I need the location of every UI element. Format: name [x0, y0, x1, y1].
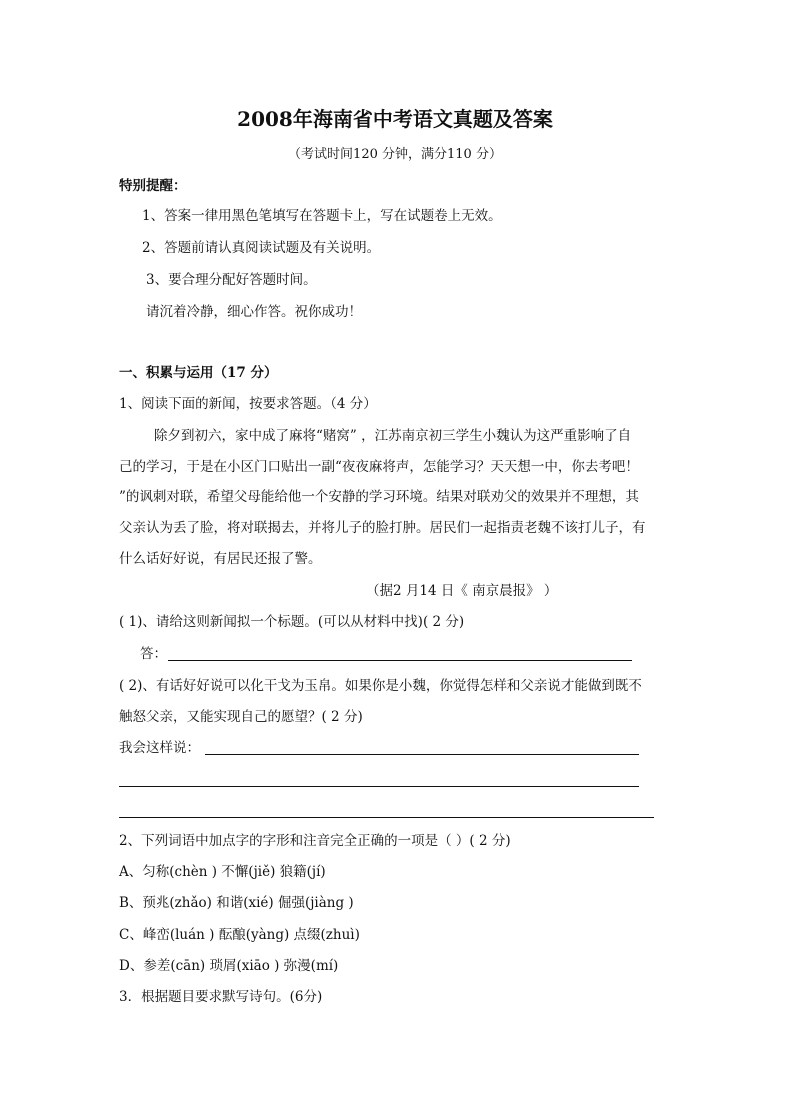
notice-item: 1、答案一律用黑色笔填写在答题卡上，写在试题卷上无效。	[142, 208, 502, 224]
option-b: B、预兆(zhǎo) 和谐(xié) 倔强(jiàng )	[119, 895, 354, 911]
document-title: 2008年海南省中考语文真题及答案	[237, 107, 553, 131]
answer-line[interactable]	[119, 786, 639, 787]
notice-closing: 请沉着冷静，细心作答。祝你成功！	[146, 304, 362, 320]
notice-item: 3、要合理分配好答题时间。	[146, 272, 317, 288]
document-subtitle: （考试时间120 分钟，满分110 分）	[288, 147, 502, 162]
question-1-sub-1: ( 1)、请给这则新闻拟一个标题。(可以从材料中找)( 2 分)	[119, 614, 465, 630]
question-1-sub-2-cont: 触怒父亲，又能实现自己的愿望？( 2 分)	[119, 709, 363, 725]
question-1-sub-2: ( 2)、有话好好说可以化干戈为玉帛。如果你是小魏，你觉得怎样和父亲说才能做到既不	[119, 678, 642, 694]
answer-label: 答：	[140, 646, 167, 662]
answer-line[interactable]	[168, 660, 632, 661]
question-2-stem: 2、下列词语中加点字的字形和注音完全正确的一项是（ ）( 2 分)	[119, 833, 511, 849]
notice-heading: 特别提醒：	[119, 178, 187, 194]
news-passage-line: 什么话好好说，有居民还报了警。	[119, 551, 322, 567]
answer-line[interactable]	[205, 754, 639, 755]
news-passage-line: 除夕到初六，家中成了麻将“赌窝” ，江苏南京初三学生小魏认为这严重影响了自	[154, 428, 632, 444]
news-passage-line: ”的讽刺对联，希望父母能给他一个安静的学习环境。结果对联劝父的效果并不理想，其	[119, 489, 639, 505]
option-a: A、匀称(chèn ) 不懈(jiě) 狼籍(jí)	[119, 864, 326, 880]
section-heading: 一、积累与运用（17 分）	[119, 365, 278, 381]
notice-item: 2、答题前请认真阅读试题及有关说明。	[142, 240, 381, 256]
question-1-stem: 1、阅读下面的新闻，按要求答题。（4 分）	[119, 396, 377, 412]
option-d: D、参差(cān) 琐屑(xiāo ) 弥漫(mí)	[119, 958, 339, 974]
option-c: C、峰峦(luán ) 酝酿(yàng) 点缀(zhuì)	[119, 927, 360, 943]
news-source: （据2 月14 日《 南京晨报》 ）	[366, 583, 558, 599]
news-passage-line: 己的学习，于是在小区门口贴出一副“夜夜麻将声，怎能学习？天天想一中，你去考吧！	[119, 459, 639, 475]
answer-label: 我会这样说：	[119, 740, 200, 756]
news-passage-line: 父亲认为丢了脸，将对联揭去，并将儿子的脸打肿。居民们一起指责老魏不该打儿子，有	[119, 520, 646, 536]
question-3-stem: 3．根据题目要求默写诗句。(6分)	[119, 989, 323, 1005]
answer-line[interactable]	[119, 817, 654, 818]
